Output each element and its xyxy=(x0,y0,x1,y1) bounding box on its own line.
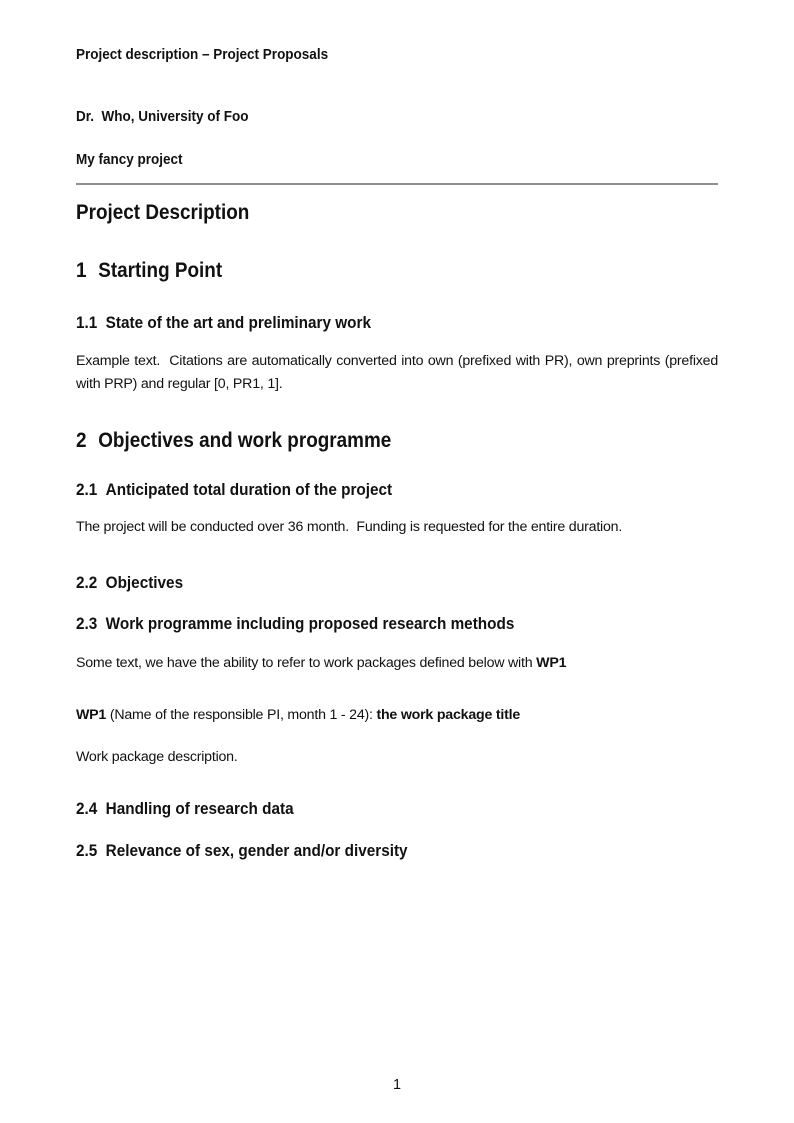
section-number: 2 xyxy=(76,429,87,452)
subsection-number: 2.2 xyxy=(76,573,98,592)
subsection-number: 1.1 xyxy=(76,313,98,332)
subsection-heading-2-1 xyxy=(76,480,654,500)
applicant-line: Dr. Who, University of Foo xyxy=(76,108,249,125)
paragraph-citations xyxy=(76,350,718,396)
paragraph-duration: The project will be conducted over 36 month. Funding is requested for the entire duration. xyxy=(76,519,623,535)
document-title: Project Description xyxy=(76,201,250,224)
subsection-number: 2.5 xyxy=(76,841,98,860)
doc-type-line: Project description – Project Proposals xyxy=(76,46,329,63)
subsection-title: Objectives xyxy=(105,573,184,592)
subsection-heading-2-4 xyxy=(76,799,654,819)
subsection-number: 2.4 xyxy=(76,799,98,818)
project-title-line: My fancy project xyxy=(76,151,183,168)
subsection-heading-1-1 xyxy=(76,313,654,333)
subsection-heading-2-5 xyxy=(76,841,654,861)
subsection-number: 2.1 xyxy=(76,480,98,499)
paragraph-wp-description: Work package description. xyxy=(76,749,238,765)
subsection-title: Relevance of sex, gender and/or diversity xyxy=(105,841,408,860)
subsection-title: State of the art and preliminary work xyxy=(105,313,371,332)
paragraph-line: Example text. Citations are automatically converted into own (prefixed with PR), own preprints (prefixed xyxy=(76,353,718,369)
paragraph-wp-reference: Some text, we have the ability to refer to work packages defined below with WP1 xyxy=(76,655,567,671)
subsection-title: Handling of research data xyxy=(105,799,294,818)
subsection-heading-2-3 xyxy=(76,614,654,634)
subsection-number: 2.3 xyxy=(76,614,98,633)
paragraph-line: with PRP) and regular [0, PR1, 1]. xyxy=(76,376,283,392)
work-package-heading: WP1 (Name of the responsible PI, month 1 - 24): the work package title xyxy=(76,707,521,723)
page-number: 1 xyxy=(392,1077,402,1093)
section-title: Objectives and work programme xyxy=(98,429,392,452)
section-heading-2 xyxy=(76,428,654,453)
header-rule xyxy=(76,183,718,185)
subsection-heading-2-2 xyxy=(76,573,654,593)
subsection-title: Work programme including proposed research methods xyxy=(105,614,515,633)
section-title: Starting Point xyxy=(98,259,223,282)
subsection-title: Anticipated total duration of the project xyxy=(105,480,393,499)
section-heading-1 xyxy=(76,258,654,283)
section-number: 1 xyxy=(76,259,87,282)
